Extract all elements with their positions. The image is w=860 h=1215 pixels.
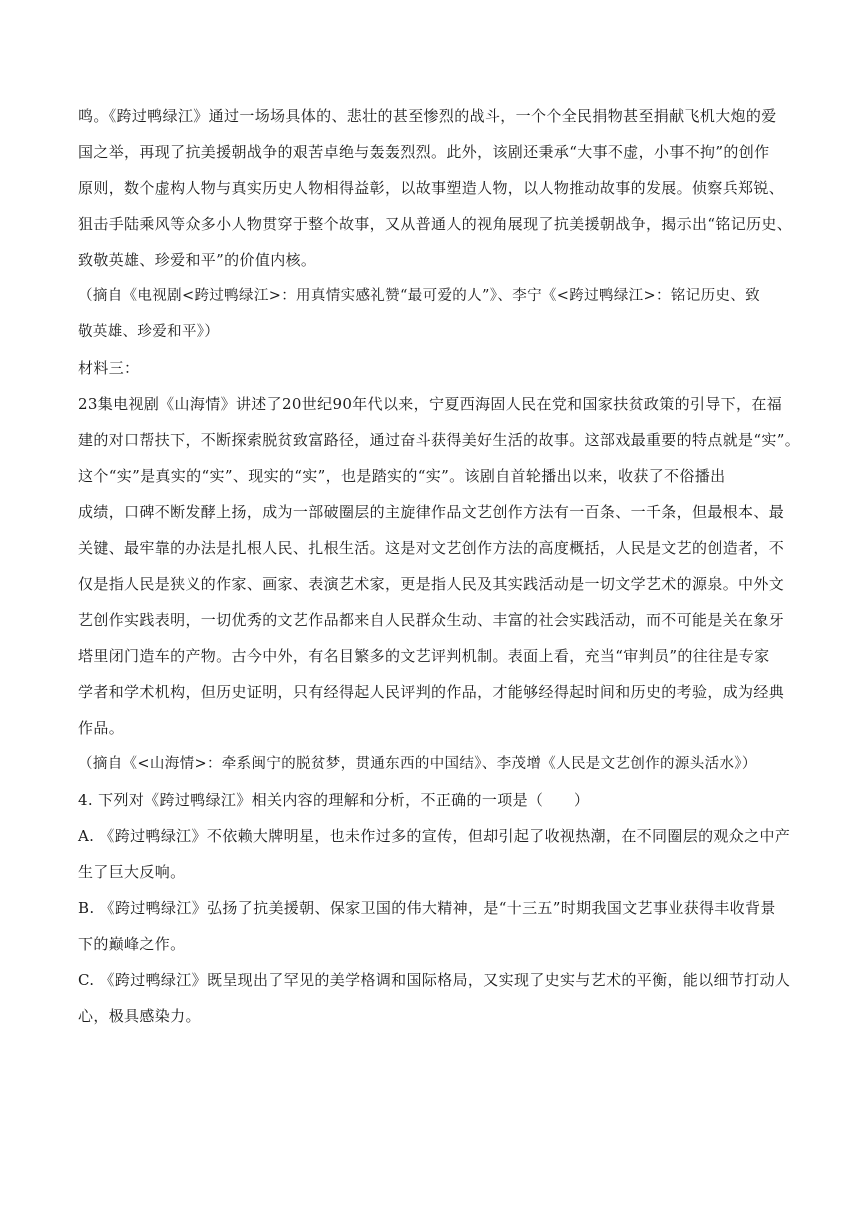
text-line: 艺创作实践表明，一切优秀的文艺作品都来自人民群众生动、丰富的社会实践活动，而不可能是关在象牙 [78, 611, 785, 629]
text-line: 成绩，口碑不断发酵上扬，成为一部破圈层的主旋律作品文艺创作方法有一百条、一千条，但最根本、最 [78, 503, 785, 521]
material3-body [78, 386, 801, 746]
text-line: 23集电视剧《山海情》讲述了20世纪90年代以来，宁夏西海固人民在党和国家扶贫政策的引导下，在福 [78, 395, 783, 413]
source-line: （摘自《电视剧<跨过鸭绿江>：用真情实感礼赞“最可爱的人”》、李宁《<跨过鸭绿江>：铭记历史、致 [78, 288, 760, 304]
text-line: 原则，数个虚构人物与真实历史人物相得益彰，以故事塑造人物，以人物推动故事的发展。侦察兵郑锐、 [78, 179, 785, 197]
option-c-line: C. 《跨过鸭绿江》既呈现出了罕见的美学格调和国际格局，又实现了史实与艺术的平衡，能以细节打动人 [78, 971, 791, 989]
text-line: 关键、最牢靠的办法是扎根人民、扎根生活。这是对文艺创作方法的高度概括，人民是文艺的创造者，不 [78, 539, 785, 557]
text-line: 学者和学术机构，但历史证明，只有经得起人民评判的作品，才能够经得起时间和历史的考验，成为经典 [78, 683, 785, 701]
source-line: （摘自《<山海情>：牵系闽宁的脱贫梦，贯通东西的中国结》、李茂增《人民是文艺创作的源头活水》） [78, 756, 757, 772]
material3-source [78, 746, 784, 782]
text-line: 国之举，再现了抗美援朝战争的艰苦卓绝与轰轰烈烈。此外，该剧还秉承“大事不虚，小事不拘”的创作 [78, 143, 770, 161]
option-c-line: 心，极具感染力。 [78, 1007, 201, 1025]
option-b-line: 下的巅峰之作。 [78, 935, 186, 953]
question-stem: 4. 下列对《跨过鸭绿江》相关内容的理解和分析，不正确的一项是（ ） [78, 791, 590, 809]
source-line: 敬英雄、珍爱和平》） [78, 324, 220, 340]
option-a-line: A. 《跨过鸭绿江》不依赖大牌明星，也未作过多的宣传，但却引起了收视热潮，在不同圈层的观众之中产 [78, 827, 791, 845]
text-line: 作品。 [78, 719, 125, 737]
text-line: 仅是指人民是狭义的作家、画家、表演艺术家，更是指人民及其实践活动是一切文学艺术的源泉。中外文 [78, 575, 785, 593]
text-line: 鸣。《跨过鸭绿江》通过一场场具体的、悲壮的甚至惨烈的战斗，一个个全民捐物甚至捐献飞机大炮的爱 [78, 107, 777, 125]
question-4 [78, 782, 791, 1034]
material2-continuation [78, 98, 793, 278]
text-line: 塔里闭门造车的产物。古今中外，有名目繁多的文艺评判机制。表面上看，充当“审判员”的往往是专家 [78, 647, 770, 665]
material2-source [78, 278, 784, 350]
text-line: 致敬英雄、珍爱和平”的价值内核。 [78, 251, 317, 269]
option-a-line: 生了巨大反响。 [78, 863, 186, 881]
text-line: 建的对口帮扶下，不断探索脱贫致富路径，通过奋斗获得美好生活的故事。这部戏最重要的特点就是“实”。 [78, 431, 801, 449]
option-b-line: B. 《跨过鸭绿江》弘扬了抗美援朝、保家卫国的伟大精神，是“十三五”时期我国文艺事业获得丰收背景 [78, 899, 776, 917]
text-line: 狙击手陆乘风等众多小人物贯穿于整个故事，又从普通人的视角展现了抗美援朝战争，揭示出“铭记历史、 [78, 215, 793, 233]
material3-heading [78, 350, 784, 386]
text-line: 这个“实”是真实的“实”、现实的“实”，也是踏实的“实”。该剧自首轮播出以来，收获了不俗播出 [78, 467, 726, 485]
section-heading: 材料三： [78, 359, 140, 377]
